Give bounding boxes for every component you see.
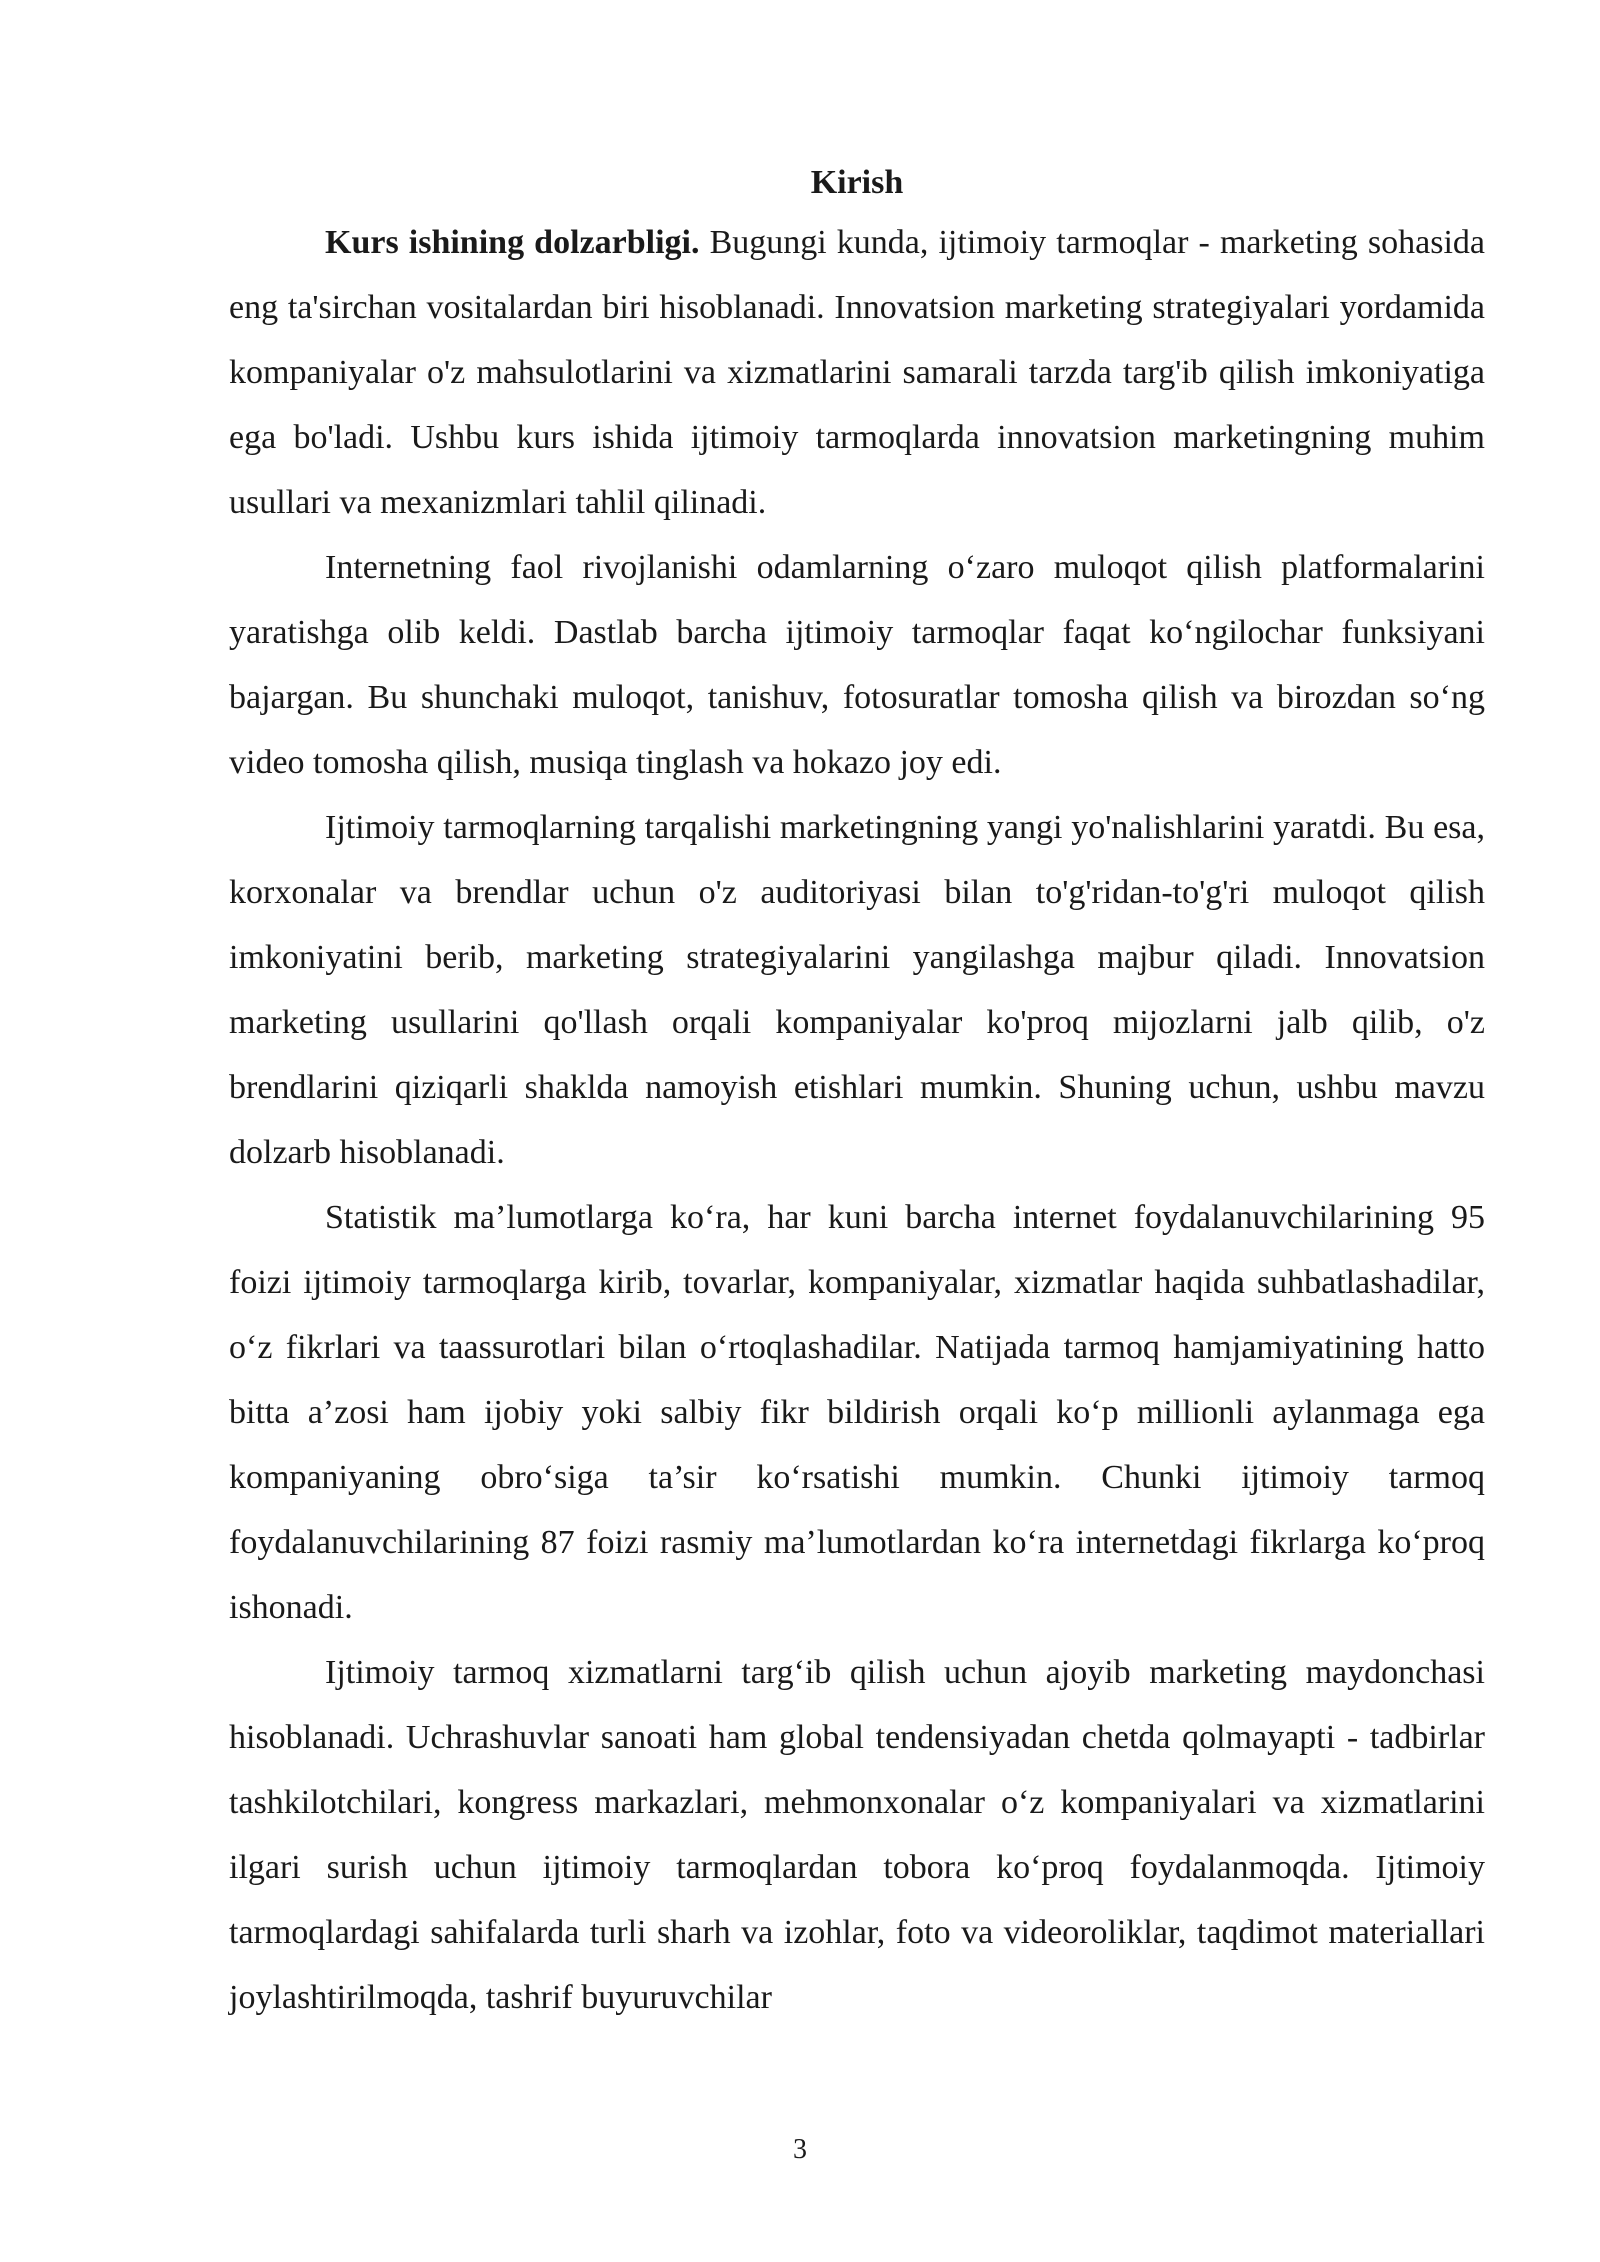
paragraph-statistics: Statistik ma’lumotlarga ko‘ra, har kuni barcha internet foydalanuvchilarining 95 foizi ijtimoiy tarmoqlarga kirib, tovarlar, kompaniyalar, xizmatlar haqida suhbatlashadilar, o‘z fikrlari va taassurotlari bilan o‘rtoqlashadilar. Natijada tarmoq hamjamiyatining hatto bitta a’zosi ham ijobiy yoki salbiy fikr bildirish orqali ko‘p millionli aylanmaga ega kompaniyaning obro‘siga ta’sir ko‘rsatishi mumkin. Chunki ijtimoiy tarmoq foydalanuvchilarining 87 foizi rasmiy ma’lumotlardan ko‘ra internetdagi fikrlarga ko‘proq ishonadi. — [229, 1199, 1485, 1626]
paragraph-text: Bugungi kunda, ijtimoiy tarmoqlar - marketing sohasida eng ta'sirchan vositalardan biri hisoblanadi. Innovatsion marketing strategiyalari yordamida kompaniyalar o'z mahsulotlarini va xizmatlarini samarali tarzda targ'ib qilish imkoniyatiga ega bo'ladi. Ushbu kurs ishida ijtimoiy tarmoqlarda innovatsion marketingning muhim usullari va mexanizmlari tahlil qilinadi. — [229, 224, 1485, 521]
paragraph-spread: Ijtimoiy tarmoqlarning tarqalishi marketingning yangi yo'nalishlarini yaratdi. Bu esa, korxonalar va brendlar uchun o'z auditoriyasi bilan to'g'ridan-to'g'ri muloqot qilish imkoniyatini berib, marketing strategiyalarini yangilashga majbur qiladi. Innovatsion marketing usullarini qo'llash orqali kompaniyalar ko'proq mijozlarni jalb qilib, o'z brendlarini qiziqarli shaklda namoyish etishlari mumkin. Shuning uchun, ushbu mavzu dolzarb hisoblanadi. — [229, 809, 1485, 1171]
page-number: 3 — [793, 2134, 807, 2165]
paragraph-internet: Internetning faol rivojlanishi odamlarning o‘zaro muloqot qilish platformalarini yaratishga olib keldi. Dastlab barcha ijtimoiy tarmoqlar faqat ko‘ngilochar funksiyani bajargan. Bu shunchaki muloqot, tanishuv, fotosuratlar tomosha qilish va birozdan so‘ng video tomosha qilish, musiqa tinglash va hokazo joy edi. — [229, 549, 1485, 781]
document-body — [229, 155, 1485, 2030]
section-heading: Kirish — [810, 164, 904, 201]
paragraph-lead: Kurs ishining dolzarbligi. — [325, 224, 700, 261]
paragraph-services: Ijtimoiy tarmoq xizmatlarni targ‘ib qilish uchun ajoyib marketing maydonchasi hisoblanadi. Uchrashuvlar sanoati ham global tendensiyadan chetda qolmayapti - tadbirlar tashkilotchilari, kongress markazlari, mehmonxonalar o‘z kompaniyalari va xizmatlarini ilgari surish uchun ijtimoiy tarmoqlardan tobora ko‘proq foydalanmoqda. Ijtimoiy tarmoqlardagi sahifalarda turli sharh va izohlar, foto va videoroliklar, taqdimot materiallari joylashtirilmoqda, tashrif buyuruvchilar — [229, 1654, 1485, 2016]
paragraph-relevance — [229, 210, 1485, 535]
